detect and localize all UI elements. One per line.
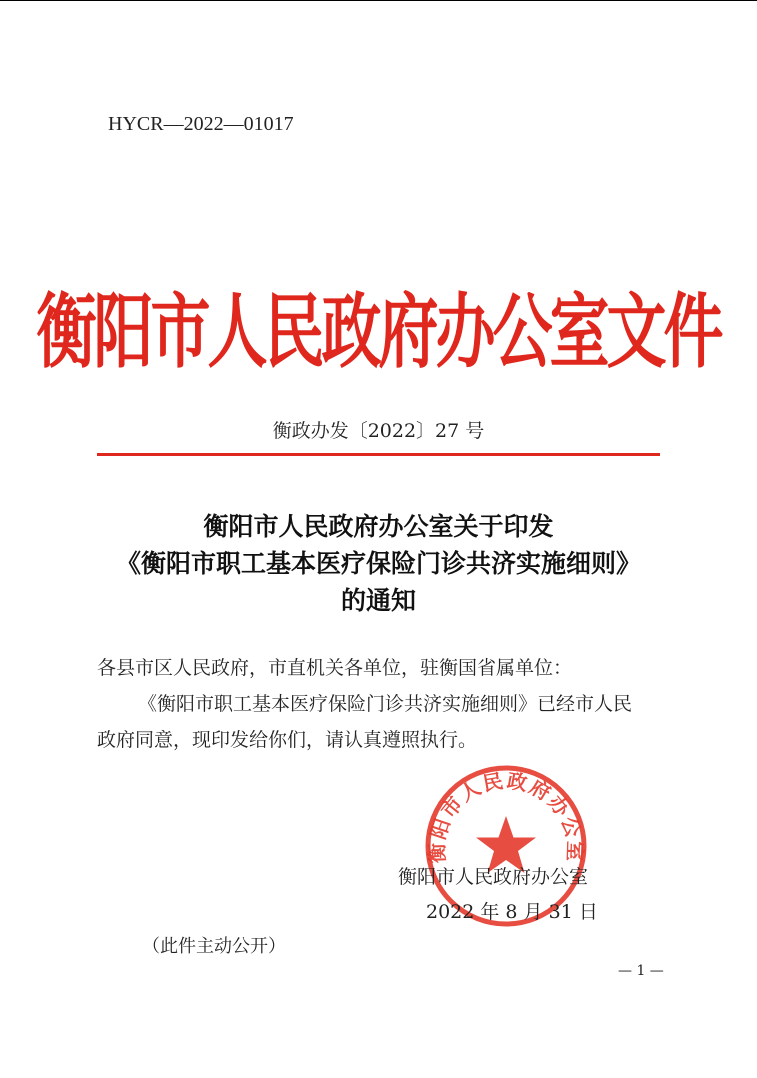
body-line-2: 政府同意，现印发给你们，请认真遵照执行。 <box>97 729 478 751</box>
salutation: 各县市区人民政府，市直机关各单位，驻衡国省属单位： <box>97 657 573 679</box>
public-note: （此件主动公开） <box>142 936 286 957</box>
issuer-header: 衡阳市人民政府办公室文件 <box>36 285 721 381</box>
signer: 衡阳市人民政府办公室 <box>398 866 589 888</box>
document-number: 衡政办发〔2022〕27 号 <box>272 420 485 442</box>
top-border <box>0 0 757 1</box>
document-code: HYCR—2022—01017 <box>108 113 294 135</box>
seal-text: 衡阳市人民政府办公室 <box>424 768 588 864</box>
sign-date: 2022 年 8 月 31 日 <box>426 901 598 923</box>
title-line-1: 衡阳市人民政府办公室关于印发 <box>203 512 554 541</box>
title-line-2: 《衡阳市职工基本医疗保险门诊共济实施细则》 <box>115 549 641 578</box>
body-line-1: 《衡阳市职工基本医疗保险门诊共济实施细则》已经市人民 <box>138 693 633 715</box>
title-line-3: 的通知 <box>340 586 416 615</box>
red-divider <box>97 453 660 456</box>
page-number: — 1 — <box>618 963 664 979</box>
